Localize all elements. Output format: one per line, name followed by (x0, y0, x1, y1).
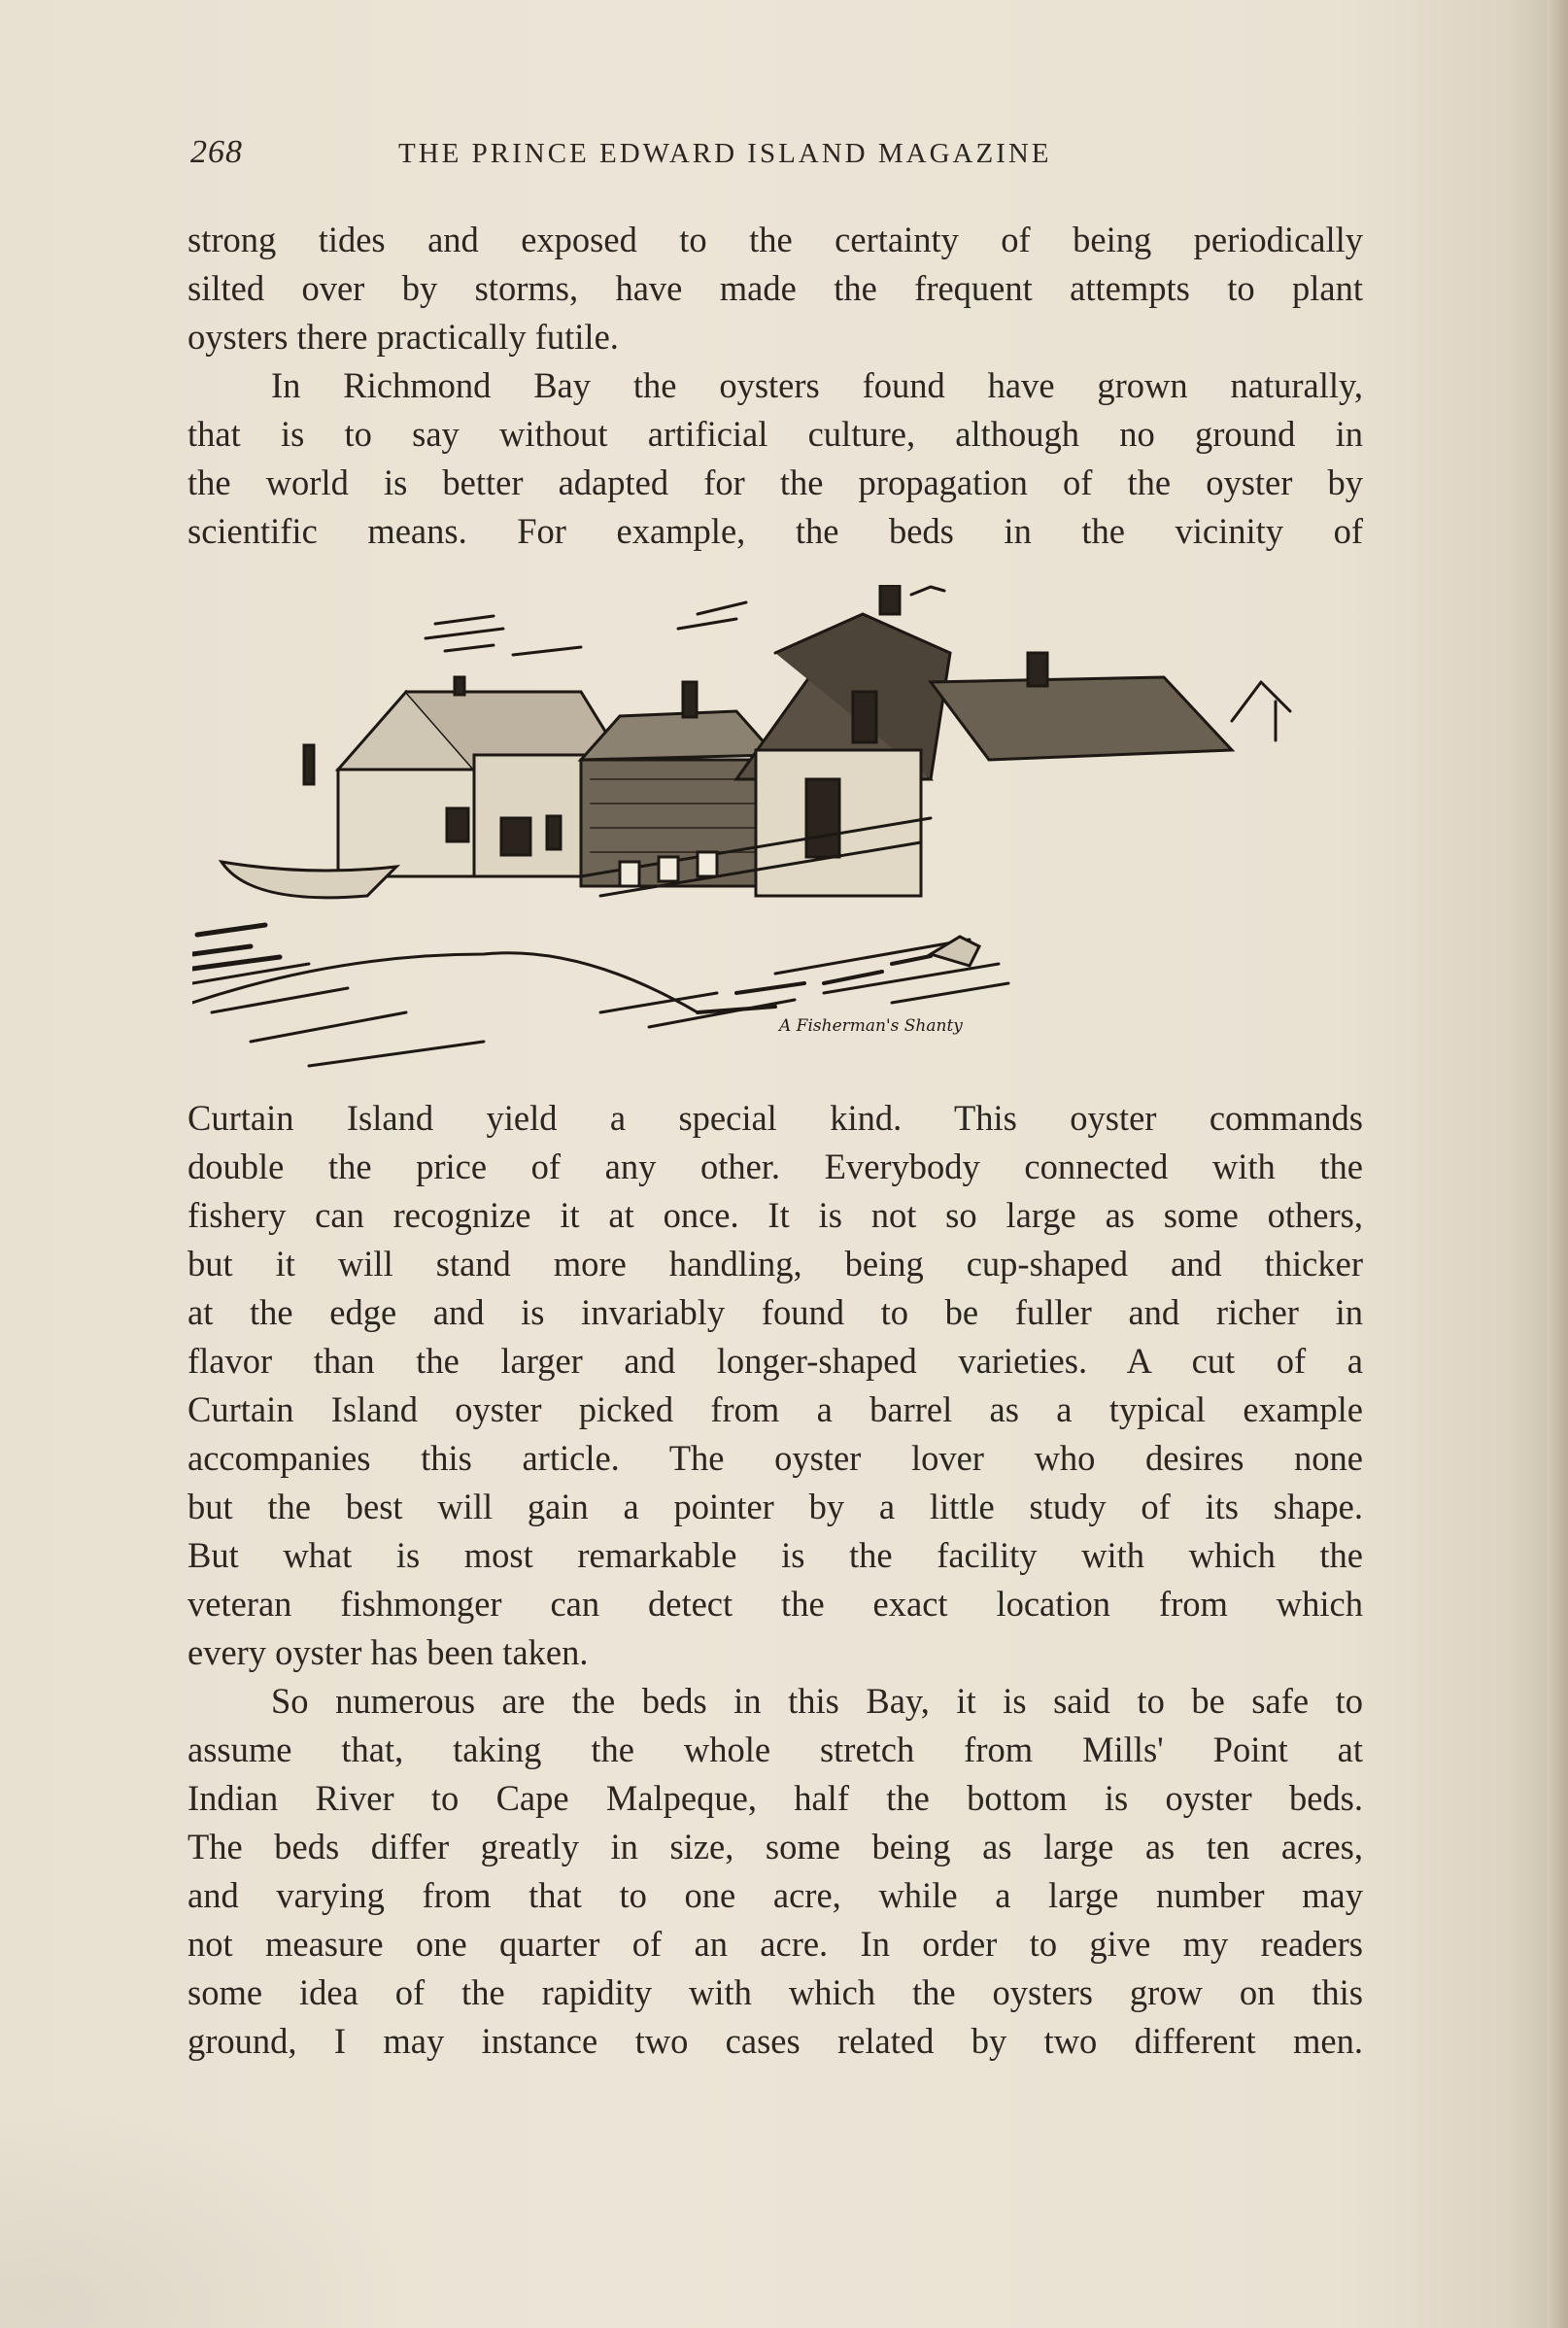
text-line: and varying from that to one acre, while a large number may (187, 1875, 1363, 1915)
text-line: at the edge and is invariably found to be fuller and richer in (187, 1292, 1363, 1332)
page-edge (1547, 0, 1568, 2328)
text-line: Indian River to Cape Malpeque, half the bottom is oyster beds. (187, 1778, 1363, 1818)
text-line: every oyster has been taken. (187, 1632, 589, 1672)
text-line: oysters there practically futile. (187, 317, 619, 357)
shanty-sketch (192, 585, 1374, 1071)
text-line: The beds differ greatly in size, some being as large as ten acres, (187, 1827, 1363, 1866)
fishermans-shanty-illustration (192, 585, 1374, 1071)
text-line: ground, I may instance two cases related by two different men. (187, 2021, 1363, 2061)
text-line: not measure one quarter of an acre. In order to give my readers (187, 1924, 1363, 1964)
text-line: some idea of the rapidity with which the oysters grow on this (187, 1972, 1363, 2012)
text-line: the world is better adapted for the propagation of the oyster by (187, 462, 1363, 502)
text-line: strong tides and exposed to the certainty of being periodically (187, 220, 1363, 259)
text-line: So numerous are the beds in this Bay, it is said to be safe to (271, 1681, 1363, 1721)
text-line: scientific means. For example, the beds in the vicinity of (187, 511, 1363, 551)
text-line: Curtain Island oyster picked from a barrel as a typical example (187, 1389, 1363, 1429)
text-line: double the price of any other. Everybody connected with the (187, 1147, 1363, 1186)
text-line: veteran fishmonger can detect the exact location from which (187, 1584, 1363, 1624)
text-line: that is to say without artificial culture, although no ground in (187, 414, 1363, 454)
page-number: 268 (190, 134, 243, 170)
text-line: but the best will gain a pointer by a little study of its shape. (187, 1487, 1363, 1526)
text-line: accompanies this article. The oyster lover who desires none (187, 1438, 1363, 1478)
text-line: fishery can recognize it at once. It is not so large as some others, (187, 1195, 1363, 1235)
figure-caption: A Fisherman's Shanty (779, 1016, 963, 1036)
text-line: assume that, taking the whole stretch from Mills' Point at (187, 1729, 1363, 1769)
running-head: THE PRINCE EDWARD ISLAND MAGAZINE (398, 138, 1052, 169)
text-line: Curtain Island yield a special kind. This oyster commands (187, 1098, 1363, 1138)
page-header (190, 134, 1366, 173)
text-line: In Richmond Bay the oysters found have grown naturally, (271, 365, 1363, 405)
paper-stain (0, 2105, 408, 2328)
text-line: flavor than the larger and longer-shaped varieties. A cut of a (187, 1341, 1363, 1381)
text-line: But what is most remarkable is the facility with which the (187, 1535, 1363, 1575)
text-line: but it will stand more handling, being cup-shaped and thicker (187, 1244, 1363, 1284)
text-line: silted over by storms, have made the frequent attempts to plant (187, 268, 1363, 308)
